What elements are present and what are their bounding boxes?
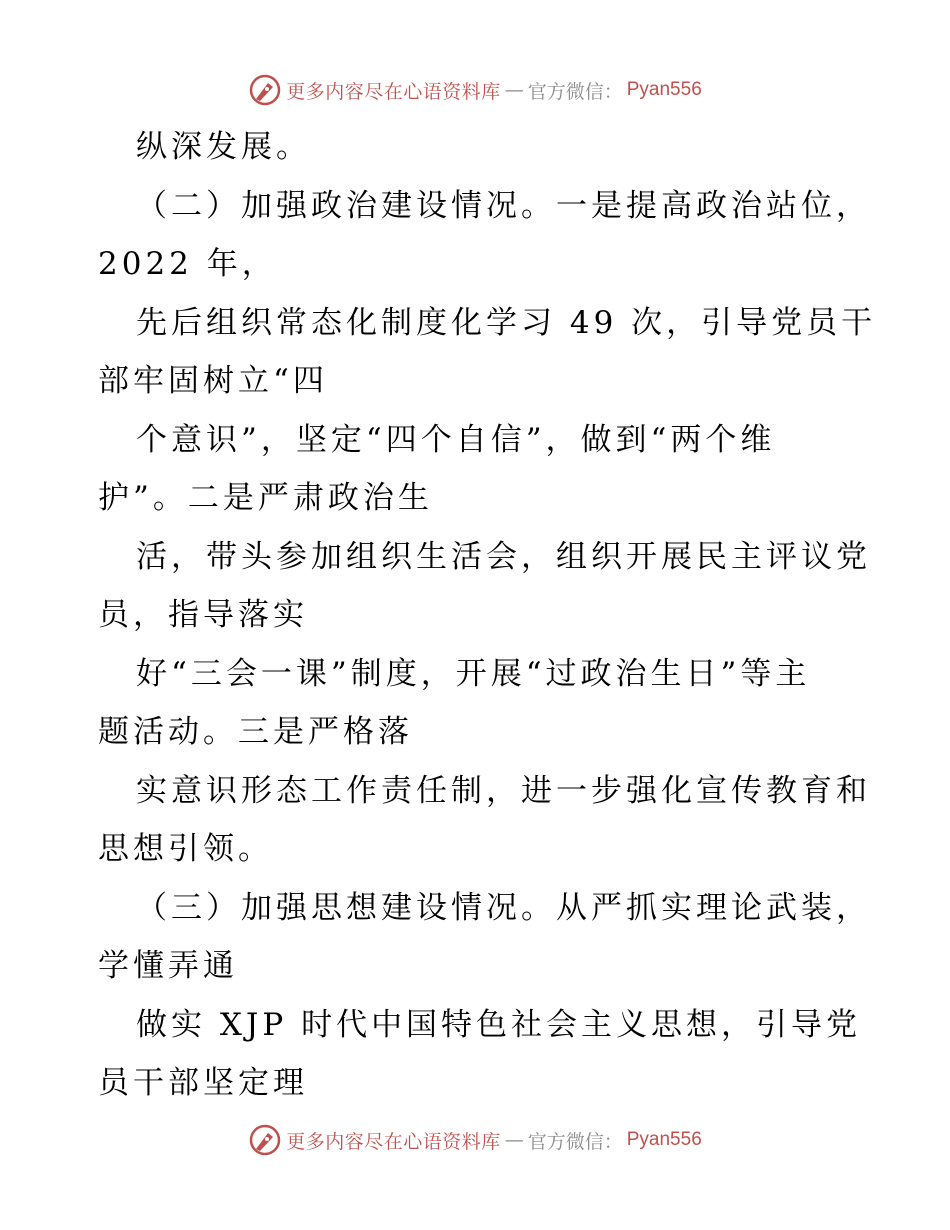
watermark-wechat-id: Pyan556 xyxy=(626,79,702,100)
text-line: （二）加强政治建设情况。一是提高政治站位， xyxy=(136,187,871,224)
text-line: 纵深发展。 xyxy=(136,129,311,165)
pen-nib-logo-icon xyxy=(248,1123,282,1157)
watermark-site-text: 更多内容尽在心语资料库 xyxy=(286,80,501,103)
text-line: 活，带头参加组织生活会，组织开展民主评议党 xyxy=(136,538,871,575)
document-body xyxy=(98,118,877,1113)
header-watermark xyxy=(0,70,950,110)
watermark-wechat-label: 官方微信： xyxy=(527,1130,623,1153)
text-line: 实意识形态工作责任制，进一步强化宣传教育和 xyxy=(136,772,871,809)
text-line: 个意识”，坚定“四个自信”，做到“两个维 xyxy=(136,421,776,458)
text-line: 护”。二是严肃政治生 xyxy=(98,480,433,516)
text-line: 学懂弄通 xyxy=(98,948,238,984)
watermark-site-text: 更多内容尽在心语资料库 xyxy=(286,1130,501,1153)
text-line: 员干部坚定理 xyxy=(98,1065,308,1101)
text-line: （三）加强思想建设情况。从严抓实理论武装， xyxy=(136,889,871,926)
text-line: 好“三会一课”制度，开展“过政治生日”等主 xyxy=(136,655,811,692)
pen-nib-logo-icon xyxy=(248,73,282,107)
watermark-wechat-label: 官方微信： xyxy=(527,80,623,103)
text-line: 2022 年， xyxy=(98,246,277,282)
text-line: 先后组织常态化制度化学习 49 次，引导党员干 xyxy=(136,304,877,341)
text-line: 部牢固树立“四 xyxy=(98,363,328,399)
text-line: 做实 XJP 时代中国特色社会主义思想，引导党 xyxy=(136,1006,862,1043)
text-line: 员，指导落实 xyxy=(98,597,308,633)
watermark-dash: — xyxy=(504,1129,524,1151)
text-line: 思想引领。 xyxy=(98,831,273,867)
watermark-dash: — xyxy=(504,79,524,101)
text-line: 题活动。三是严格落 xyxy=(98,714,413,750)
footer-watermark xyxy=(0,1120,950,1160)
watermark-wechat-id: Pyan556 xyxy=(626,1129,702,1150)
